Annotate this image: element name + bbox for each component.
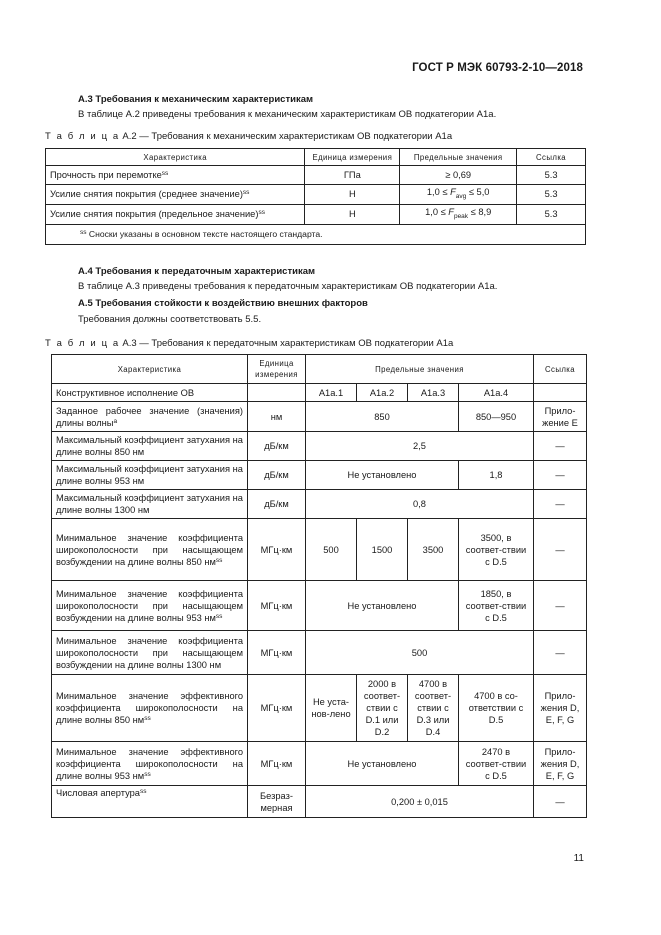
value-cell: $1,0 \le F_{avg} \le 5,0$: [400, 185, 517, 205]
characteristic-cell: Минимальное значение коэффициента широкополосности при насыщающем возбуждении на длине волны 1300 нм: [52, 631, 248, 675]
reference-cell: Прило-жения D, E, F, G: [534, 675, 587, 742]
table-row: [52, 461, 587, 490]
column-header: Предельные значения: [306, 355, 534, 384]
table-title: А.2 — Требования к механическим характеристикам ОВ подкатегории А1а: [119, 131, 453, 142]
reference-cell: —: [534, 581, 587, 631]
characteristic-cell: Минимальное значение коэффициента широкополосности при насыщающем возбуждении на длине волны 850 $нм^{ss}$: [52, 519, 248, 581]
characteristic-cell: Прочность при перемотке$^{ss}$: [46, 166, 305, 185]
table-row: [52, 786, 587, 818]
characteristic-cell: Усилие снятия покрытия (предельное значение)$^{ss}$: [46, 204, 305, 224]
table-row: [52, 675, 587, 742]
section-a5-heading: А.5 Требования стойкости к воздействию внешних факторов: [78, 298, 368, 309]
value-cell: 850—950: [459, 402, 534, 432]
value-cell: 4700 в соответ-ствии с D.3 или D.4: [408, 675, 459, 742]
reference-cell: —: [534, 631, 587, 675]
value-cell: 3500: [408, 519, 459, 581]
column-header: Предельные значения: [400, 149, 517, 166]
reference-cell: 5.3: [517, 204, 586, 224]
table-row: [52, 402, 587, 432]
table-a3: [51, 354, 587, 818]
reference-cell: Прило-жения D, E, F, G: [534, 742, 587, 786]
unit-cell: МГц·км: [248, 742, 306, 786]
table-row: [52, 519, 587, 581]
value-cell: Не установлено: [306, 742, 459, 786]
value-cell: ≥ 0,69: [400, 166, 517, 185]
reference-cell: 5.3: [517, 185, 586, 205]
reference-cell: [534, 384, 587, 402]
value-cell: 2470 в соответ-ствии с D.5: [459, 742, 534, 786]
characteristic-cell: Усилие снятия покрытия (среднее значение)$^{ss}$: [46, 185, 305, 205]
value-cell: 1850, в соответ-ствии с D.5: [459, 581, 534, 631]
unit-cell: Н: [305, 185, 400, 205]
value-cell: Не установлено: [306, 581, 459, 631]
value-cell: $1,0 \le F_{peak} \le 8,9$: [400, 204, 517, 224]
characteristic-cell: Максимальный коэффициент затухания на длине волны 953 нм: [52, 461, 248, 490]
column-header: Единица измерения: [305, 149, 400, 166]
value-cell: 1500: [357, 519, 408, 581]
unit-cell: [248, 384, 306, 402]
value-cell: 850: [306, 402, 459, 432]
table-title: А.3 — Требования к передаточным характеристикам ОВ подкатегории А1а: [119, 338, 454, 349]
column-header: Ссылка: [517, 149, 586, 166]
table-row: [52, 742, 587, 786]
characteristic-cell: Минимальное значение коэффициента широкополосности при насыщающем возбуждении на длине волны 953 $нм^{ss}$: [52, 581, 248, 631]
table-row: [52, 490, 587, 519]
table-row: [46, 204, 586, 224]
column-header: Единица измерения: [248, 355, 306, 384]
unit-cell: дБ/км: [248, 461, 306, 490]
characteristic-cell: Максимальный коэффициент затухания на длине волны 850 нм: [52, 432, 248, 461]
value-cell: 0,200 ± 0,015: [306, 786, 534, 818]
section-a3-heading: А.3 Требования к механическим характеристикам: [78, 94, 314, 105]
value-cell: 4700 в со-ответствии с D.5: [459, 675, 534, 742]
value-cell: 1,8: [459, 461, 534, 490]
table-a3-caption: [45, 338, 453, 349]
unit-cell: дБ/км: [248, 432, 306, 461]
table-row: [46, 185, 586, 205]
column-header: Характеристика: [52, 355, 248, 384]
value-cell: 3500, в соответ-ствии с D.5: [459, 519, 534, 581]
value-cell: Не установлено: [306, 461, 459, 490]
unit-cell: МГц·км: [248, 581, 306, 631]
table-row: [52, 631, 587, 675]
reference-cell: —: [534, 432, 587, 461]
table-label: Т а б л и ц а: [45, 338, 120, 349]
document-header: ГОСТ Р МЭК 60793-2-10—2018: [412, 62, 583, 74]
table-a2: [45, 148, 586, 245]
reference-cell: —: [534, 786, 587, 818]
column-header: Характеристика: [46, 149, 305, 166]
unit-cell: МГц·км: [248, 631, 306, 675]
characteristic-cell: Заданное рабочее значение (значения) длины волны$^a$: [52, 402, 248, 432]
section-a3-text: В таблице А.2 приведены требования к механическим характеристикам ОВ подкатегории А1а.: [78, 109, 497, 120]
table-label: Т а б л и ц а: [45, 131, 120, 142]
value-cell: 500: [306, 519, 357, 581]
value-cell: А1а.2: [357, 384, 408, 402]
unit-cell: ГПа: [305, 166, 400, 185]
table-row: [52, 384, 587, 402]
value-cell: Не уста-нов-лено: [306, 675, 357, 742]
section-a5-text: Требования должны соответствовать 5.5.: [78, 314, 262, 325]
table-a2-caption: [45, 131, 452, 142]
characteristic-cell: Числовая апертура$^{ss}$: [52, 786, 248, 818]
table-row: [52, 432, 587, 461]
characteristic-cell: Конструктивное исполнение ОВ: [52, 384, 248, 402]
reference-cell: —: [534, 519, 587, 581]
unit-cell: МГц·км: [248, 675, 306, 742]
table-row: [46, 166, 586, 185]
value-cell: 0,8: [306, 490, 534, 519]
table-note-row: [46, 224, 586, 244]
characteristic-cell: Максимальный коэффициент затухания на длине волны 1300 нм: [52, 490, 248, 519]
reference-cell: —: [534, 461, 587, 490]
unit-cell: МГц·км: [248, 519, 306, 581]
reference-cell: —: [534, 490, 587, 519]
reference-cell: 5.3: [517, 166, 586, 185]
column-header: Ссылка: [534, 355, 587, 384]
value-cell: А1а.3: [408, 384, 459, 402]
value-cell: 2,5: [306, 432, 534, 461]
unit-cell: Н: [305, 204, 400, 224]
section-a4-text: В таблице А.3 приведены требования к передаточным характеристикам ОВ подкатегории А1а.: [78, 281, 498, 292]
table-note: $^{ss}$ Сноски указаны в основном тексте настоящего стандарта.: [46, 224, 586, 244]
unit-cell: нм: [248, 402, 306, 432]
section-a4-heading: А.4 Требования к передаточным характеристикам: [78, 266, 316, 277]
value-cell: 500: [306, 631, 534, 675]
unit-cell: дБ/км: [248, 490, 306, 519]
table-row: [52, 581, 587, 631]
unit-cell: Безраз-мерная: [248, 786, 306, 818]
reference-cell: Прило-жение Е: [534, 402, 587, 432]
page-number: 11: [573, 853, 584, 864]
value-cell: А1а.1: [306, 384, 357, 402]
characteristic-cell: Минимальное значение эффективного коэффициента широкополосности на длине волны 953 $нм^{ss}$: [52, 742, 248, 786]
value-cell: А1а.4: [459, 384, 534, 402]
characteristic-cell: Минимальное значение эффективного коэффициента широкополосности на длине волны 850 $нм^{ss}$: [52, 675, 248, 742]
value-cell: 2000 в соответ-ствии с D.1 или D.2: [357, 675, 408, 742]
